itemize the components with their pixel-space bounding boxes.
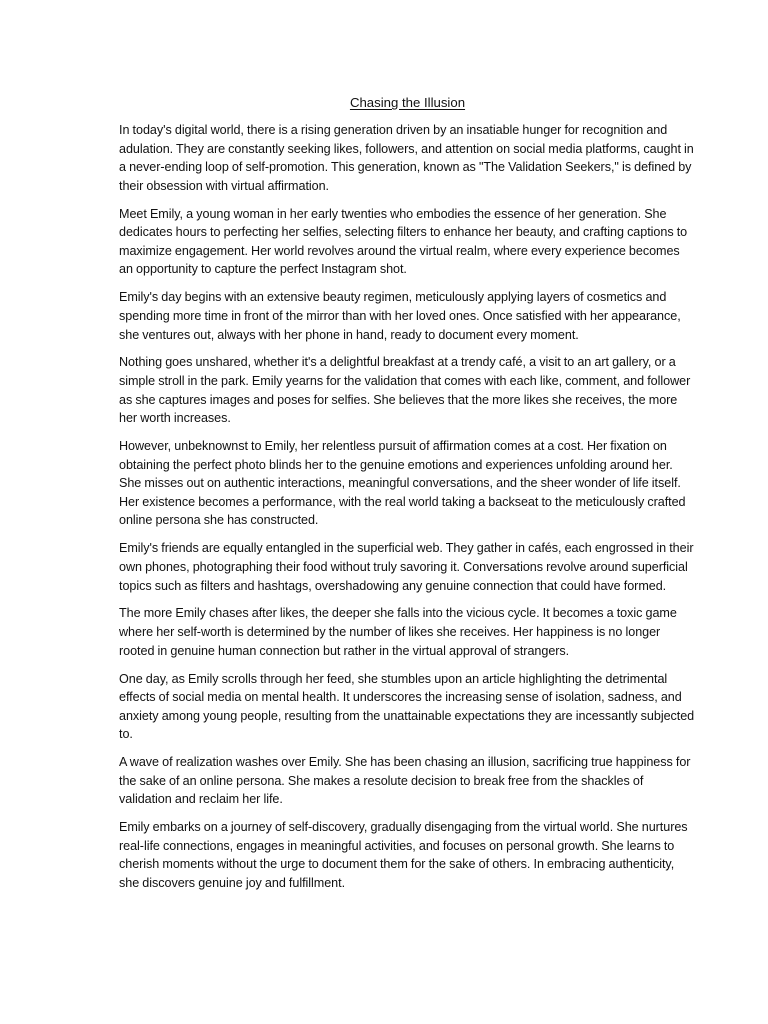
paragraph-5: However, unbeknownst to Emily, her relentless pursuit of affirmation comes at a cost. Her fixation on obtaining the perfect photo blinds her to the genuine emotions and experiences unfolding around her. She misses out on authentic interactions, meaningful conversations, and the sheer wonder of life itself. Her existence becomes a performance, with the real world taking a backseat to the meticulously crafted online persona she has constructed. bbox=[119, 439, 686, 528]
document-title bbox=[119, 94, 696, 112]
paragraph-9: A wave of realization washes over Emily. She has been chasing an illusion, sacrificing true happiness for the sake of an online persona. She makes a resolute decision to break free from the shackles of validation and reclaim her life. bbox=[119, 755, 691, 807]
paragraph-8: One day, as Emily scrolls through her feed, she stumbles upon an article highlighting the detrimental effects of social media on mental health. It underscores the increasing sense of isolation, sadness, and anxiety among young people, resulting from the unattainable expectations they are incessantly subjected to. bbox=[119, 671, 695, 742]
paragraph-6: Emily's friends are equally entangled in the superficial web. They gather in cafés, each engrossed in their own phones, photographing their food without truly savoring it. Conversations revolve around superficial topics such as filters and hashtags, overshadowing any genuine connection that could have formed. bbox=[119, 541, 694, 593]
paragraph-10: Emily embarks on a journey of self-discovery, gradually disengaging from the virtual world. She nurtures real-life connections, engages in meaningful activities, and focuses on personal growth. She learns to cherish moments without the urge to document them for the sake of others. In embracing authenticity, she discovers genuine joy and fulfillment. bbox=[119, 820, 688, 891]
paragraph-1: In today's digital world, there is a rising generation driven by an insatiable hunger for recognition and adulation. They are constantly seeking likes, followers, and attention on social media platforms, caught in a never-ending loop of self-promotion. This generation, known as "The Validation Seekers," is defined by their obsession with virtual affirmation. bbox=[119, 123, 694, 193]
paragraph-4: Nothing goes unshared, whether it's a delightful breakfast at a trendy café, a visit to an art gallery, or a simple stroll in the park. Emily yearns for the validation that comes with each like, comment, and follower as she captures images and poses for selfies. She believes that the more likes she receives, the more her worth increases. bbox=[119, 355, 691, 426]
document-title-text: Chasing the Illusion bbox=[349, 95, 466, 110]
paragraph-2: Meet Emily, a young woman in her early twenties who embodies the essence of her generation. She dedicates hours to perfecting her selfies, selecting filters to enhance her beauty, and crafting captions to maximize engagement. Her world revolves around the virtual realm, where every experience becomes an opportunity to capture the perfect Instagram shot. bbox=[119, 206, 688, 277]
paragraph-7: The more Emily chases after likes, the deeper she falls into the vicious cycle. It becomes a toxic game where her self-worth is determined by the number of likes she receives. Her happiness is no longer rooted in genuine human connection but rather in the virtual approval of strangers. bbox=[119, 606, 677, 658]
paragraph-3: Emily's day begins with an extensive beauty regimen, meticulously applying layers of cosmetics and spending more time in front of the mirror than with her loved ones. Once satisfied with her appearance, she ventures out, always with her phone in hand, ready to document every moment. bbox=[119, 290, 681, 342]
